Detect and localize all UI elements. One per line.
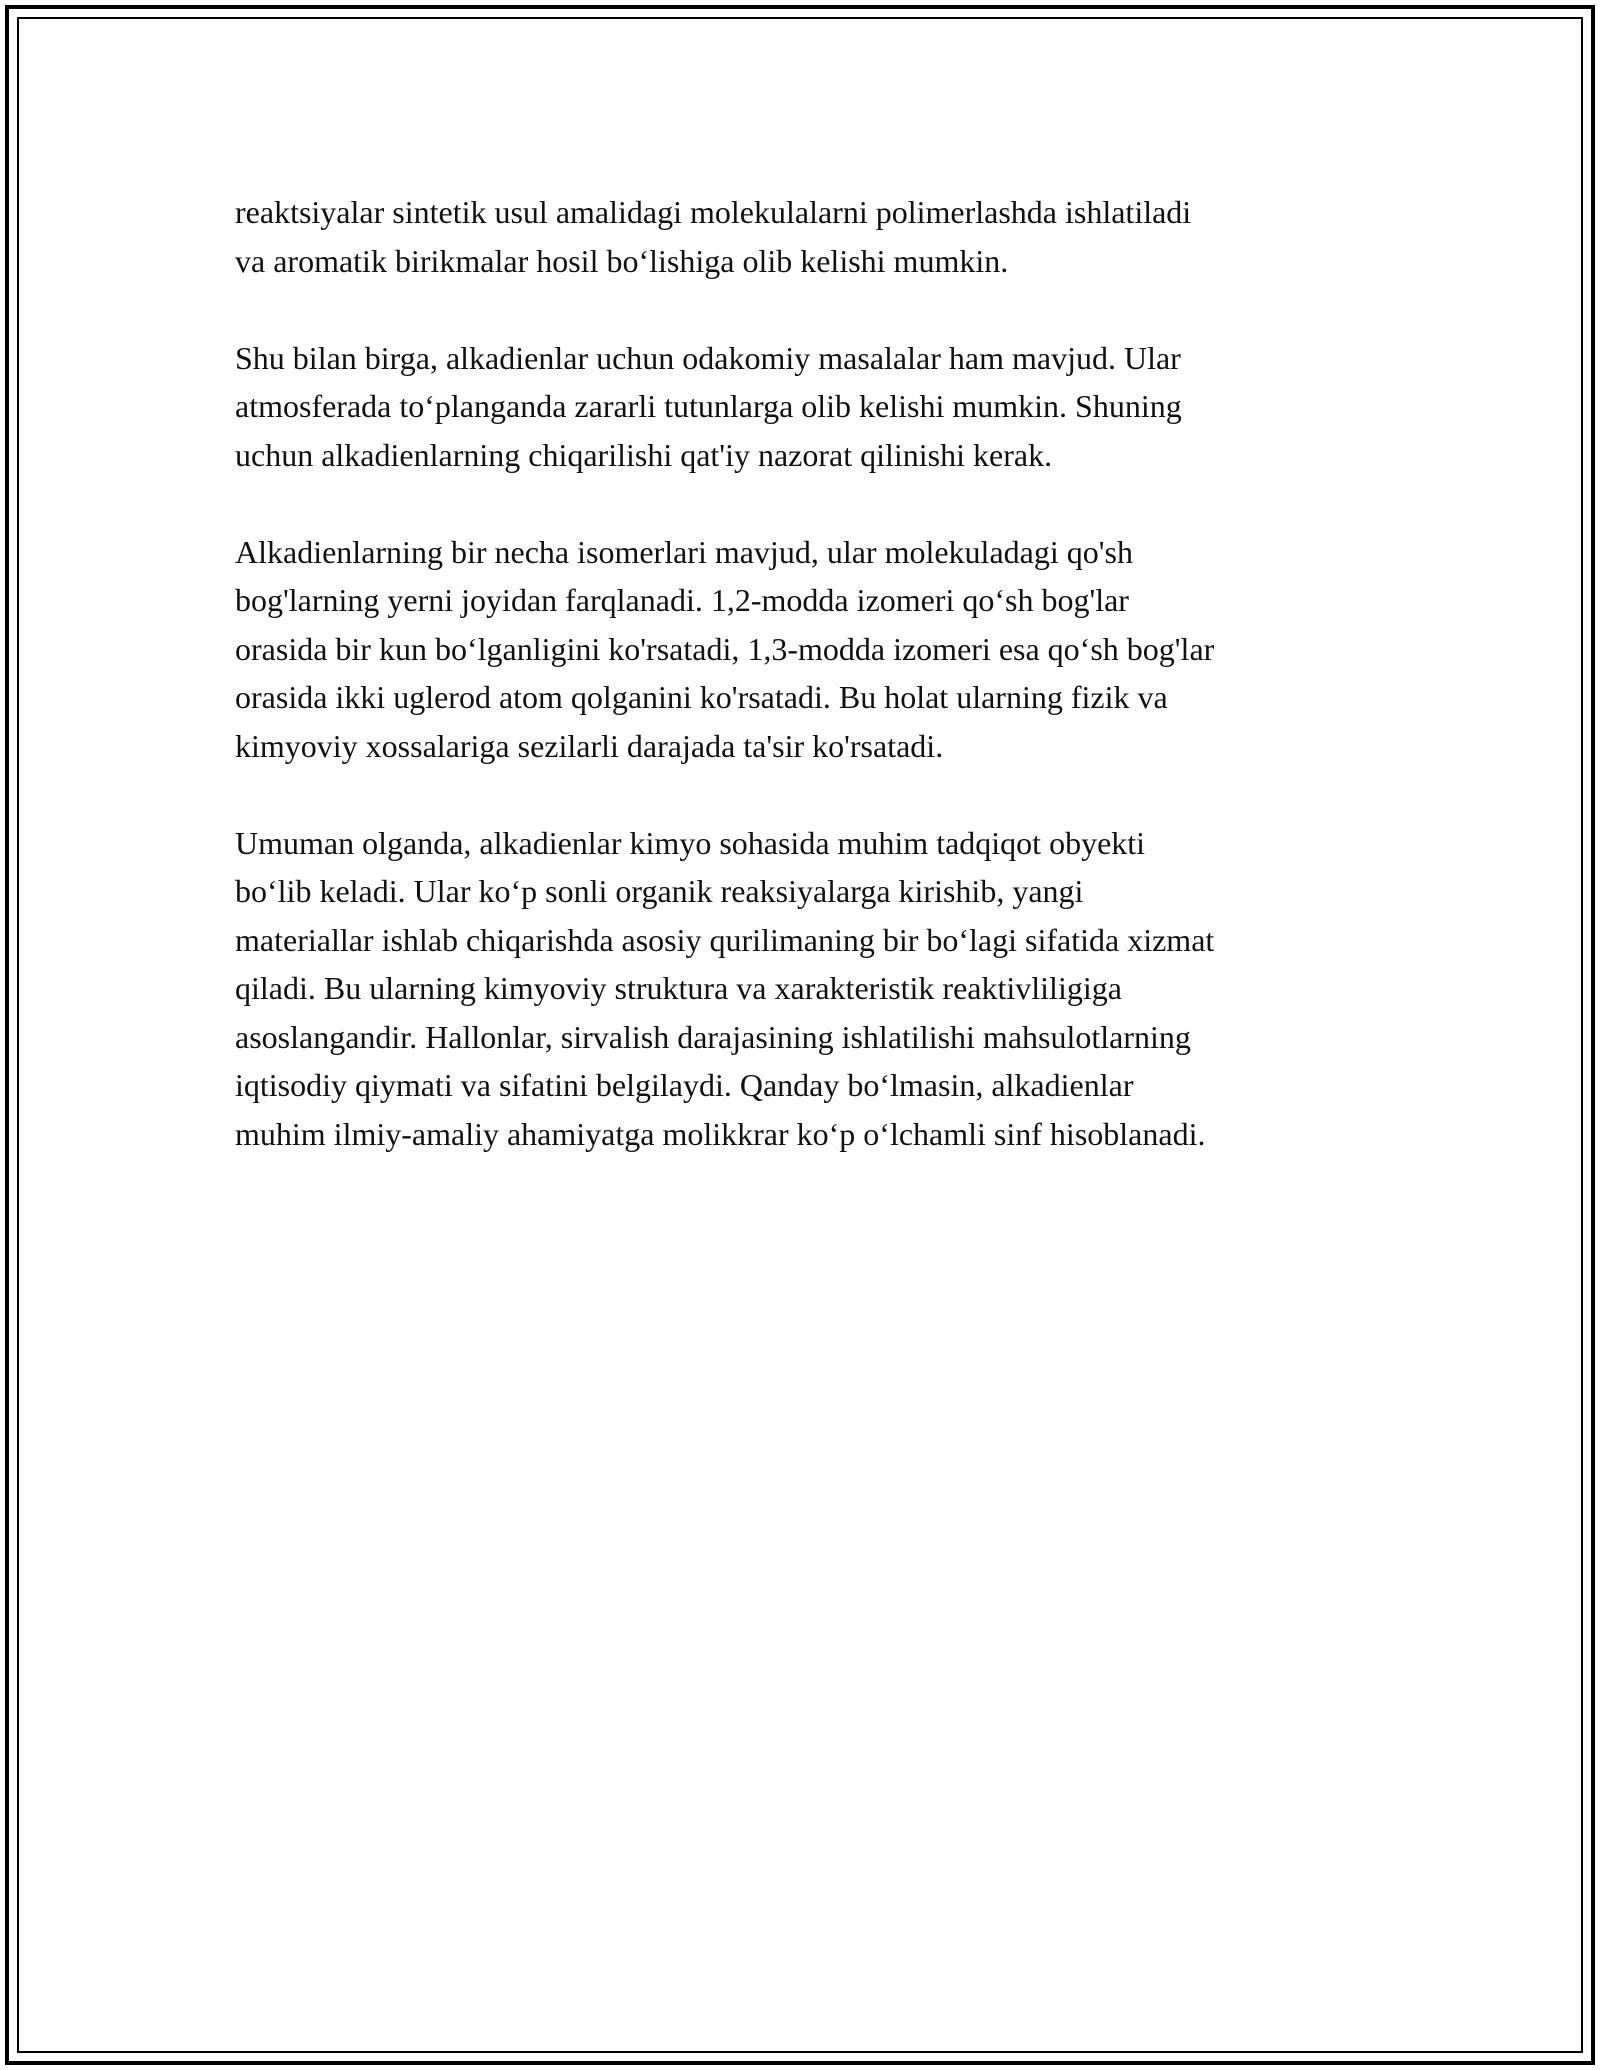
text-line: reaktsiyalar sintetik usul amalidagi molekulalarni polimerlashda ishlatiladi xyxy=(235,194,1192,230)
text-line: Alkadienlarning bir necha isomerlari mavjud, ular molekuladagi qo'sh xyxy=(235,533,1133,570)
text-line: materiallar ishlab chiqarishda asosiy qurilimaning bir bo‘lagi sifatida xizmat xyxy=(235,921,1215,958)
text-line: qiladi. Bu ularning kimyoviy struktura va xarakteristik reaktivliligiga xyxy=(235,970,1122,1006)
text-line: kimyoviy xossalariga sezilarli darajada ta'sir ko'rsatadi. xyxy=(235,727,944,764)
text-line: asoslangandir. Hallonlar, sirvalish darajasining ishlatilishi mahsulotlarning xyxy=(235,1018,1191,1055)
text-line: atmosferada to‘planganda zararli tutunlarga olib kelishi mumkin. Shuning xyxy=(235,388,1182,424)
paragraph-4 xyxy=(235,819,1375,1159)
paragraph-2 xyxy=(235,334,1375,480)
text-line: iqtisodiy qiymati va sifatini belgilaydi. Qanday bo‘lmasin, alkadienlar xyxy=(235,1067,1134,1103)
paragraph-1 xyxy=(235,188,1375,285)
text-line: muhim ilmiy-amaliy ahamiyatga molikkrar ko‘p o‘lchamli sinf hisoblanadi. xyxy=(235,1115,1206,1152)
text-line: bo‘lib keladi. Ular ko‘p sonli organik reaksiyalarga kirishib, yangi xyxy=(235,873,1084,909)
text-line: orasida bir kun bo‘lganligini ko'rsatadi, 1,3-modda izomeri esa qo‘sh bog'lar xyxy=(235,630,1215,667)
text-line: Umuman olganda, alkadienlar kimyo sohasida muhim tadqiqot obyekti xyxy=(235,824,1146,861)
text-line: va aromatik birikmalar hosil bo‘lishiga olib kelishi mumkin. xyxy=(235,242,1009,279)
text-line: uchun alkadienlarning chiqarilishi qat'iy nazorat qilinishi kerak. xyxy=(235,436,1053,473)
text-line: orasida ikki uglerod atom qolganini ko'rsatadi. Bu holat ularning fizik va xyxy=(235,679,1168,715)
text-line: bog'larning yerni joyidan farqlanadi. 1,2-modda izomeri qo‘sh bog'lar xyxy=(235,582,1129,618)
text-line: Shu bilan birga, alkadienlar uchun odakomiy masalalar ham mavjud. Ular xyxy=(235,339,1181,376)
document-body xyxy=(235,188,1375,1207)
paragraph-3 xyxy=(235,528,1375,771)
